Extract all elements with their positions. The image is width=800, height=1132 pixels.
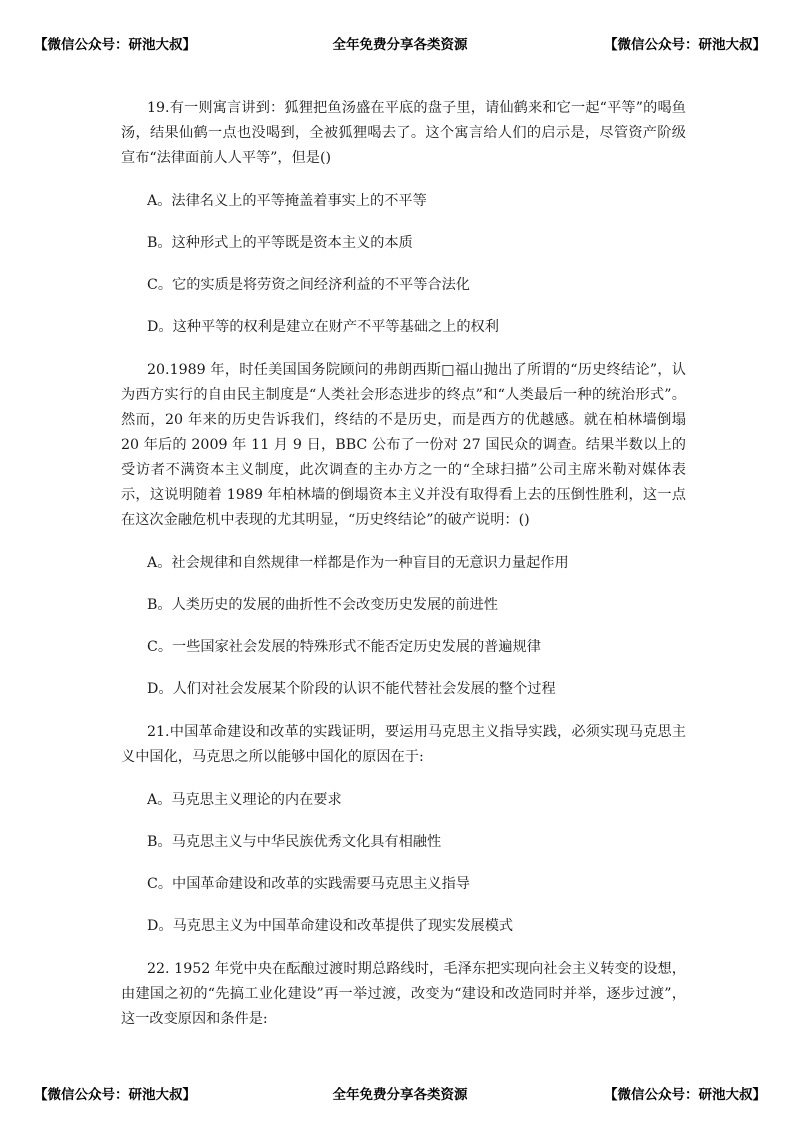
page-footer xyxy=(0,1083,800,1107)
header-center-text: 全年免费分享各类资源 xyxy=(332,37,468,53)
question-19-option-b: B。这种形式上的平等既是资本主义的本质 xyxy=(147,235,413,251)
question-22-stem: 22. 1952 年党中央在酝酿过渡时期总路线时，毛泽东把实现向社会主义转变的设想，由建国之初的“先搞工业化建设”再一举过渡，改变为“建设和改造同时并举，逐步过渡”，这一改变原因和条件是: xyxy=(121,961,686,1027)
question-21-option-d: D。马克思主义为中国革命建设和改革提供了现实发展模式 xyxy=(147,918,514,934)
question-21-option-b: B。马克思主义与中华民族优秀文化具有相融性 xyxy=(147,834,442,850)
question-19-option-d: D。这种平等的权利是建立在财产不平等基础之上的权利 xyxy=(147,319,499,335)
question-20-stem: 20.1989 年，时任美国国务院顾问的弗朗西斯□福山抛出了所谓的“历史终结论”，认为西方实行的自由民主制度是“人类社会形态进步的终点”和“人类最后一种的统治形式”。然而，20 年来的历史告诉我们，终结的不是历史，而是西方的优越感。就在柏林墙倒塌 20 年后的 2009 年 11 月 9 日，BBC 公布了一份对 27 国民众的调查。结果半数以上的受访者不满资本主义制度，此次调查的主办方之一的“全球扫描”公司主席米勒对媒体表示，这说明随着 1989 年柏林墙的倒塌资本主义并没有取得看上去的压倒性胜利，这一点在这次金融危机中表现的尤其明显，“历史终结论”的破产说明：() xyxy=(121,362,686,528)
page-header xyxy=(0,33,800,57)
question-20-option-c: C。一些国家社会发展的特殊形式不能否定历史发展的普遍规律 xyxy=(147,639,541,655)
question-19-stem: 19.有一则寓言讲到：狐狸把鱼汤盛在平底的盘子里，请仙鹤来和它一起“平等”的喝鱼汤，结果仙鹤一点也没喝到，全被狐狸喝去了。这个寓言给人们的启示是，尽管资产阶级宣布“法律面前人人平等”，但是() xyxy=(121,100,686,166)
question-21-option-c: C。中国革命建设和改革的实践需要马克思主义指导 xyxy=(147,876,470,892)
header-right-text: 【微信公众号：研池大叔】 xyxy=(604,37,766,53)
footer-center-text: 全年免费分享各类资源 xyxy=(332,1087,468,1103)
question-20-option-a: A。社会规律和自然规律一样都是作为一种盲目的无意识力量起作用 xyxy=(147,555,569,571)
question-20-option-b: B。人类历史的发展的曲折性不会改变历史发展的前进性 xyxy=(147,597,498,613)
document-body xyxy=(121,96,686,1032)
footer-right-text: 【微信公众号：研池大叔】 xyxy=(604,1087,766,1103)
header-left-text: 【微信公众号：研池大叔】 xyxy=(34,37,196,53)
question-19-option-c: C。它的实质是将劳资之间经济利益的不平等合法化 xyxy=(147,277,470,293)
question-21-stem: 21.中国革命建设和改革的实践证明，要运用马克思主义指导实践，必须实现马克思主义中国化，马克思之所以能够中国化的原因在于: xyxy=(121,724,686,765)
question-19-option-a: A。法律名义上的平等掩盖着事实上的不平等 xyxy=(147,193,427,209)
question-21-option-a: A。马克思主义理论的内在要求 xyxy=(147,792,342,808)
footer-left-text: 【微信公众号：研池大叔】 xyxy=(34,1087,196,1103)
question-20-option-d: D。人们对社会发展某个阶段的认识不能代替社会发展的整个过程 xyxy=(147,681,556,697)
